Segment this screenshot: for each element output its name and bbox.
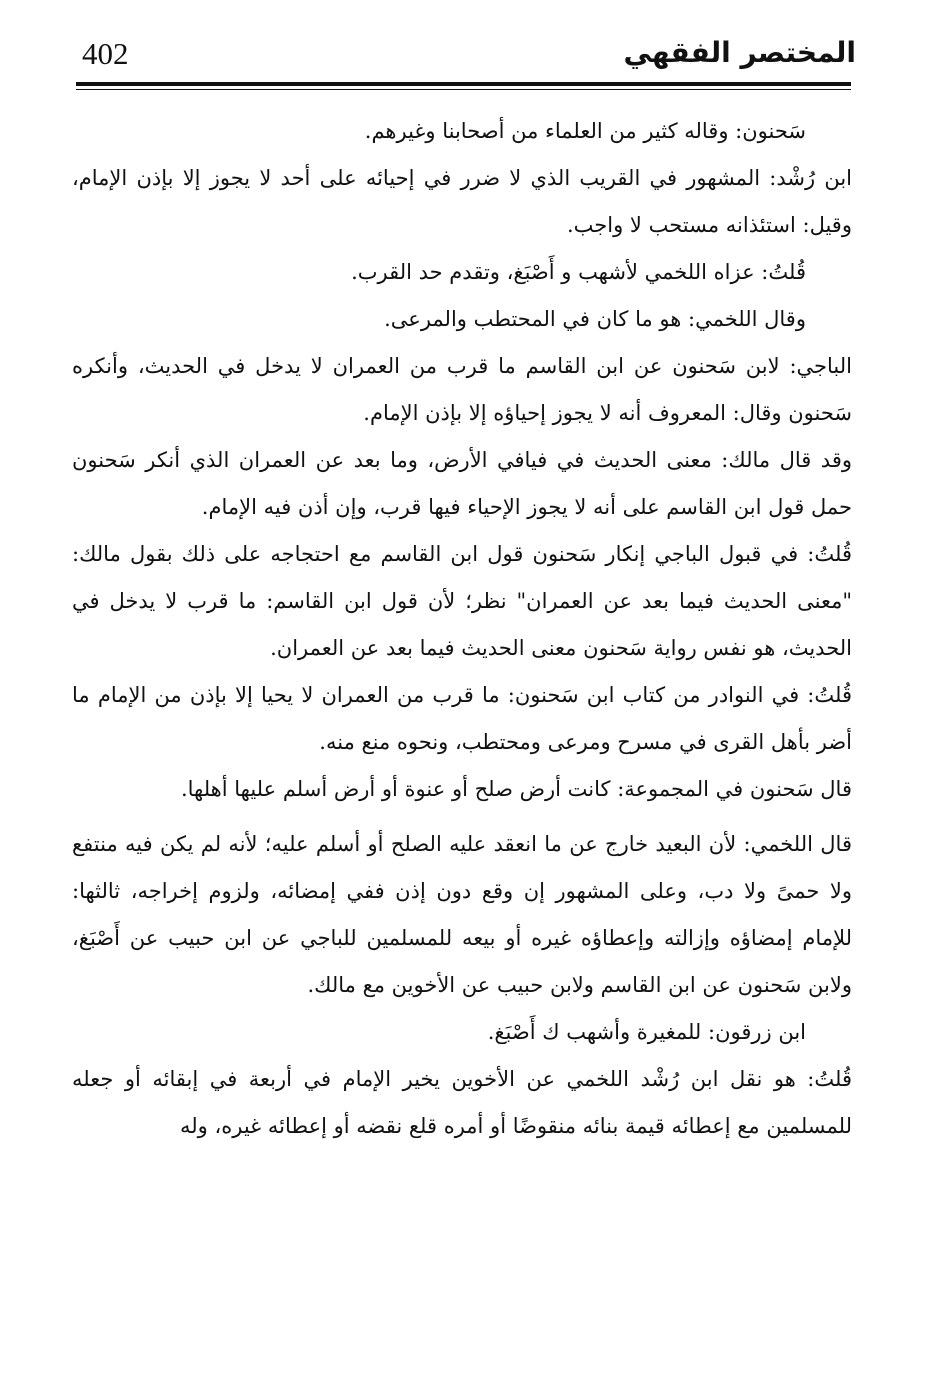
paragraph: قُلتُ: عزاه اللخمي لأشهب و أَصْبَغ، وتقدم حد القرب.	[351, 260, 806, 284]
header-rule-thick	[76, 82, 851, 86]
paragraph: قُلتُ: في النوادر من كتاب ابن سَحنون: ما قرب من العمران لا يحيا إلا بإذن من الإمام ما أضر بأهل القرى في مسرح ومرعى ومحتطب، ونحوه منع منه.	[72, 683, 852, 754]
paragraph: وقال اللخمي: هو ما كان في المحتطب والمرعى.	[384, 307, 806, 331]
paragraph: سَحنون: وقاله كثير من العلماء من أصحابنا وغيرهم.	[364, 119, 806, 143]
paragraph: قال اللخمي: لأن البعيد خارج عن ما انعقد عليه الصلح أو أسلم عليه؛ لأنه لم يكن فيه منتفع ولا حمىً ولا دب، وعلى المشهور إن وقع دون إذن ففي إمضائه، ولزوم إخراجه، ثالثها: للإمام إمضاؤه وإزالته وإعطاؤه غيره أو بيعه للمسلمين للباجي عن ابن حبيب عن أَصْبَغ، ولابن سَحنون عن ابن القاسم ولابن حبيب عن الأخوين مع مالك.	[72, 832, 852, 997]
header-rule-thin	[76, 89, 851, 90]
paragraph: قُلتُ: هو نقل ابن رُشْد اللخمي عن الأخوين يخير الإمام في أربعة في إبقائه أو جعله للمسلمين مع إعطائه قيمة بنائه منقوضًا أو أمره قلع نقضه أو إعطائه غيره، وله	[72, 1067, 852, 1138]
page-header	[76, 30, 856, 78]
paragraph: ابن زرقون: للمغيرة وأشهب ك أَصْبَغ.	[487, 1020, 806, 1044]
running-title: المختصر الفقهي	[623, 36, 856, 69]
paragraph: وقد قال مالك: معنى الحديث في فيافي الأرض، وما بعد عن العمران الذي أنكر سَحنون حمل قول ابن القاسم على أنه لا يجوز الإحياء فيها قرب، وإن أذن فيه الإمام.	[72, 448, 852, 519]
paragraph: الباجي: لابن سَحنون عن ابن القاسم ما قرب من العمران لا يدخل في الحديث، وأنكره سَحنون وقال: المعروف أنه لا يجوز إحياؤه إلا بإذن الإمام.	[72, 354, 852, 425]
body-text	[72, 108, 852, 1150]
paragraph: قُلتُ: في قبول الباجي إنكار سَحنون قول ابن القاسم مع احتجاجه على ذلك بقول مالك: "معنى الحديث فيما بعد عن العمران" نظر؛ لأن قول ابن القاسم: ما قرب لا يدخل في الحديث، هو نفس رواية سَحنون معنى الحديث فيما بعد عن العمران.	[72, 542, 852, 660]
paragraph: ابن رُشْد: المشهور في القريب الذي لا ضرر في إحيائه على أحد لا يجوز إلا بإذن الإمام، وقيل: استئذانه مستحب لا واجب.	[72, 166, 852, 237]
paragraph: قال سَحنون في المجموعة: كانت أرض صلح أو عنوة أو أرض أسلم عليها أهلها.	[180, 777, 852, 801]
page-number: 402	[82, 36, 129, 71]
